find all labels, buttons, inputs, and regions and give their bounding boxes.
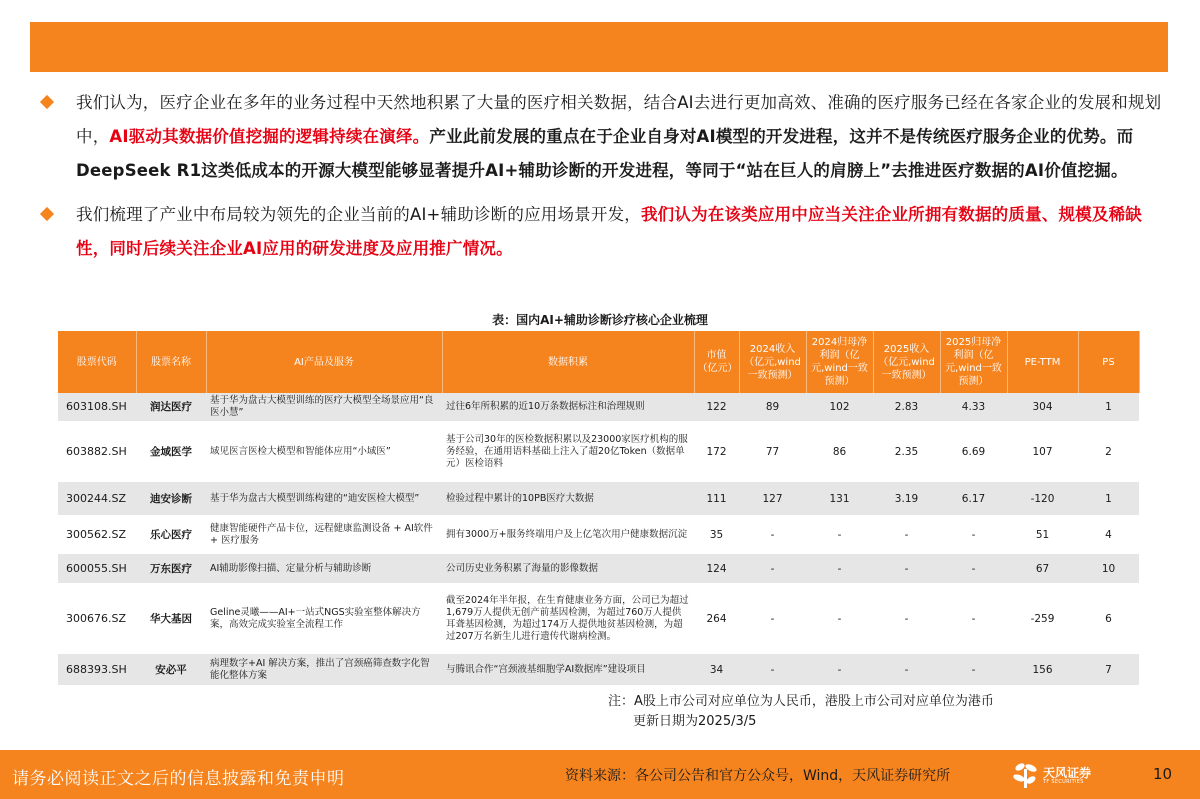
- net-profit-2025: 6.17: [940, 482, 1007, 516]
- footer-bar: [0, 750, 1200, 799]
- ps: 7: [1078, 654, 1139, 686]
- header-cell: PE-TTM: [1007, 331, 1078, 393]
- data-accumulation: 检验过程中累计的10PB医疗大数据: [442, 482, 694, 516]
- company-logo: [1013, 760, 1108, 790]
- pe-ttm: -259: [1007, 584, 1078, 654]
- header-cell: PS: [1078, 331, 1139, 393]
- pe-ttm: 156: [1007, 654, 1078, 686]
- net-profit-2025: 6.69: [940, 422, 1007, 482]
- stock-code: 300244.SZ: [58, 482, 136, 516]
- header-cell: 2025归母净利润（亿元,wind一致预测）: [940, 331, 1007, 393]
- pe-ttm: 67: [1007, 554, 1078, 584]
- footer-source: 资料来源：各公司公告和官方公众号，Wind，天风证券研究所: [565, 768, 951, 784]
- note-line-1: 注：A股上市公司对应单位为人民币，港股上市公司对应单位为港币: [608, 694, 994, 709]
- stock-code: 600055.SH: [58, 554, 136, 584]
- logo-text: 天风证券: [1043, 766, 1092, 780]
- diamond-bullet-icon: [40, 95, 54, 109]
- header-cell: 股票代码: [58, 331, 136, 393]
- header-cell: 股票名称: [136, 331, 206, 393]
- revenue-2025: -: [873, 516, 940, 554]
- table-row: [58, 654, 1139, 686]
- revenue-2024: 127: [739, 482, 806, 516]
- revenue-2025: 2.83: [873, 393, 940, 422]
- logo-subtext: TF SECURITIES: [1043, 779, 1084, 785]
- table-row: [58, 554, 1139, 584]
- page-number: 10: [1153, 765, 1173, 783]
- ps: 6: [1078, 584, 1139, 654]
- table-row: [58, 482, 1139, 516]
- ps: 2: [1078, 422, 1139, 482]
- ai-product: 健康智能硬件产品卡位，远程健康监测设备 + AI软件 + 医疗服务: [206, 516, 442, 554]
- table-note: [608, 692, 994, 732]
- pe-ttm: 304: [1007, 393, 1078, 422]
- stock-name: 金域医学: [136, 422, 206, 482]
- market-cap: 264: [694, 584, 739, 654]
- revenue-2024: -: [739, 584, 806, 654]
- header-cell: 2025收入（亿元,wind一致预测）: [873, 331, 940, 393]
- revenue-2025: 2.35: [873, 422, 940, 482]
- market-cap: 172: [694, 422, 739, 482]
- pe-ttm: 107: [1007, 422, 1078, 482]
- ai-product: 基于华为盘古大模型训练构建的“迪安医检大模型”: [206, 482, 442, 516]
- net-profit-2024: -: [806, 554, 873, 584]
- table-row: [58, 422, 1139, 482]
- stock-name: 迪安诊断: [136, 482, 206, 516]
- pe-ttm: 51: [1007, 516, 1078, 554]
- net-profit-2025: -: [940, 584, 1007, 654]
- net-profit-2025: 4.33: [940, 393, 1007, 422]
- revenue-2024: -: [739, 516, 806, 554]
- revenue-2025: 3.19: [873, 482, 940, 516]
- header-cell: 市值（亿元）: [694, 331, 739, 393]
- footer-disclaimer: 请务必阅读正文之后的信息披露和免责申明: [12, 769, 345, 789]
- market-cap: 111: [694, 482, 739, 516]
- net-profit-2024: -: [806, 516, 873, 554]
- ps: 4: [1078, 516, 1139, 554]
- revenue-2025: -: [873, 584, 940, 654]
- paragraph-1-text-a: 我们认为，医疗企业在多年的业务过程中天然地积累了大量的医疗相关数据，结合AI去进行更加高效、准确的医疗服务已经在各家企业的发展和规划中，: [76, 93, 1162, 146]
- stock-code: 300676.SZ: [58, 584, 136, 654]
- net-profit-2025: -: [940, 654, 1007, 686]
- paragraph-2-text-a: 我们梳理了产业中布局较为领先的企业当前的AI+辅助诊断的应用场景开发，: [76, 205, 641, 224]
- stock-name: 乐心医疗: [136, 516, 206, 554]
- net-profit-2024: -: [806, 584, 873, 654]
- net-profit-2024: 86: [806, 422, 873, 482]
- net-profit-2024: 102: [806, 393, 873, 422]
- ps: 10: [1078, 554, 1139, 584]
- header-cell: 2024收入（亿元,wind一致预测）: [739, 331, 806, 393]
- data-accumulation: 截至2024年半年报，在生育健康业务方面，公司已为超过1,679万人提供无创产前基因检测，为超过760万人提供耳聋基因检测，为超过174万人提供地贫基因检测，为超过207万名新生儿进行遗传代谢病检测。: [442, 584, 694, 654]
- market-cap: 124: [694, 554, 739, 584]
- bullet-paragraph-1: [40, 86, 1165, 188]
- market-cap: 34: [694, 654, 739, 686]
- ai-product: Geline灵曦——AI+一站式NGS实验室整体解决方案，高效完成实验室全流程工作: [206, 584, 442, 654]
- data-accumulation: 与腾讯合作“宫颈液基细胞学AI数据库”建设项目: [442, 654, 694, 686]
- data-accumulation: 公司历史业务积累了海量的影像数据: [442, 554, 694, 584]
- stock-name: 润达医疗: [136, 393, 206, 422]
- data-accumulation: 基于公司30年的医检数据积累以及23000家医疗机构的服务经验，在通用语料基础上注入了超20亿Token（数据单元）医检语料: [442, 422, 694, 482]
- revenue-2024: 77: [739, 422, 806, 482]
- stock-code: 300562.SZ: [58, 516, 136, 554]
- stock-code: 603882.SH: [58, 422, 136, 482]
- paragraph-2-highlight: 我们认为在该类应用中应当关注企业所拥有数据的质量、规模及稀缺性，同时后续关注企业AI应用的研发进度及应用推广情况。: [76, 205, 1142, 258]
- company-table: [58, 331, 1140, 686]
- data-accumulation: 过往6年所积累的近10万条数据标注和治理规则: [442, 393, 694, 422]
- header-bar: [30, 22, 1168, 72]
- paragraph-1-text-b: 产业此前发展的重点在于企业自身对AI模型的开发进程，这并不是传统医疗服务企业的优势。而DeepSeek R1这类低成本的开源大模型能够显著提升AI+辅助诊断的开发进程，等同于“站在巨人的肩膀上”去推进医疗数据的AI价值挖掘。: [76, 127, 1134, 180]
- ai-product: 域见医言医检大模型和智能体应用“小域医”: [206, 422, 442, 482]
- diamond-bullet-icon: [40, 207, 54, 221]
- revenue-2024: 89: [739, 393, 806, 422]
- note-line-2: 更新日期为2025/3/5: [633, 714, 757, 729]
- market-cap: 35: [694, 516, 739, 554]
- table-header-row: [58, 331, 1139, 393]
- bullet-list: [40, 86, 1165, 266]
- bullet-paragraph-2: [40, 198, 1165, 266]
- paragraph-1-highlight: AI驱动其数据价值挖掘的逻辑持续在演绎。: [109, 127, 430, 146]
- header-cell: 数据积累: [442, 331, 694, 393]
- revenue-2025: -: [873, 554, 940, 584]
- table-row: [58, 584, 1139, 654]
- logo-mark-icon: [1013, 761, 1039, 789]
- stock-name: 华大基因: [136, 584, 206, 654]
- ps: 1: [1078, 482, 1139, 516]
- net-profit-2025: -: [940, 516, 1007, 554]
- stock-name: 万东医疗: [136, 554, 206, 584]
- stock-code: 603108.SH: [58, 393, 136, 422]
- net-profit-2024: 131: [806, 482, 873, 516]
- revenue-2024: -: [739, 554, 806, 584]
- header-cell: 2024归母净利润（亿元,wind一致预测）: [806, 331, 873, 393]
- table-row: [58, 393, 1139, 422]
- pe-ttm: -120: [1007, 482, 1078, 516]
- market-cap: 122: [694, 393, 739, 422]
- header-cell: AI产品及服务: [206, 331, 442, 393]
- ai-product: AI辅助影像扫描、定量分析与辅助诊断: [206, 554, 442, 584]
- stock-name: 安必平: [136, 654, 206, 686]
- ai-product: 基于华为盘古大模型训练的医疗大模型全场景应用“良医小慧”: [206, 393, 442, 422]
- revenue-2024: -: [739, 654, 806, 686]
- net-profit-2024: -: [806, 654, 873, 686]
- table-row: [58, 516, 1139, 554]
- table-title: 表：国内AI+辅助诊断诊疗核心企业梳理: [492, 313, 708, 327]
- stock-code: 688393.SH: [58, 654, 136, 686]
- data-accumulation: 拥有3000万+服务终端用户及上亿笔次用户健康数据沉淀: [442, 516, 694, 554]
- net-profit-2025: -: [940, 554, 1007, 584]
- revenue-2025: -: [873, 654, 940, 686]
- ai-product: 病理数字+AI 解决方案，推出了宫颈癌筛查数字化智能化整体方案: [206, 654, 442, 686]
- ps: 1: [1078, 393, 1139, 422]
